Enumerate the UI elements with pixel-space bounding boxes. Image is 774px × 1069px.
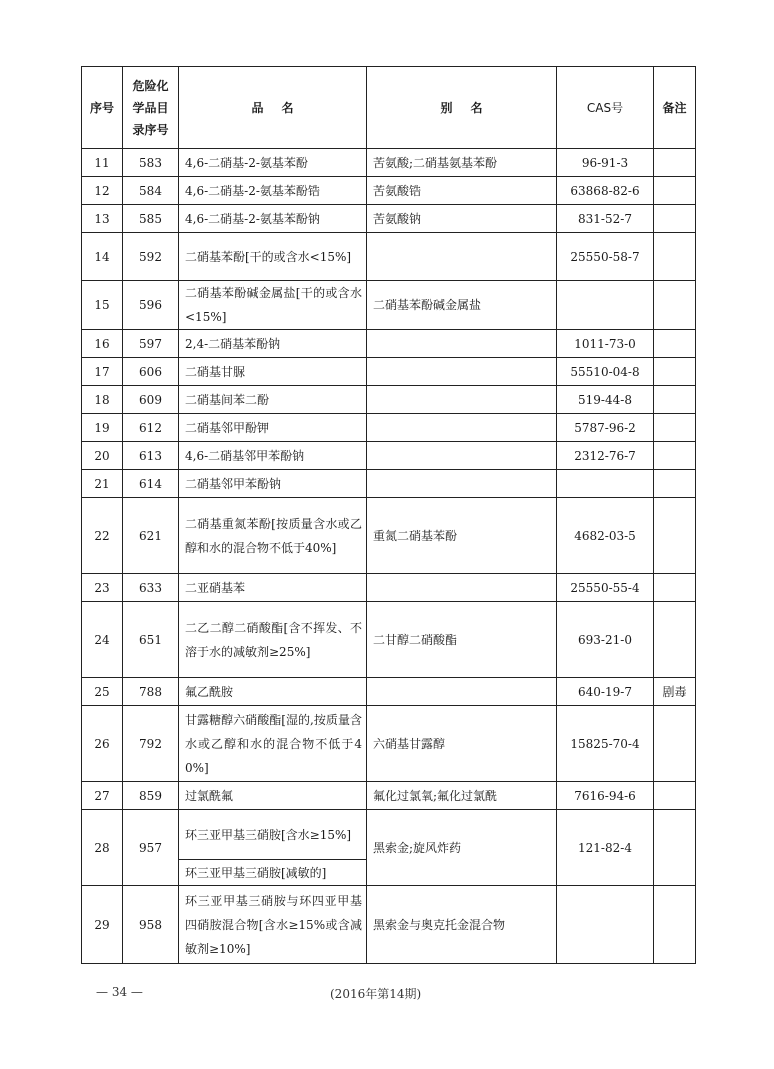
table-row: [82, 678, 696, 706]
remark-cell: [654, 810, 696, 886]
table-row: [82, 782, 696, 810]
remark-cell: [654, 205, 696, 233]
table-row: [82, 330, 696, 358]
cas-cell: 96-91-3: [557, 149, 654, 177]
remark-cell: [654, 706, 696, 782]
remark-cell: [654, 886, 696, 964]
table-row: [82, 810, 696, 860]
table-row: [82, 205, 696, 233]
alias-cell: [367, 233, 557, 281]
cas-cell: [557, 281, 654, 330]
table-header: [82, 67, 696, 149]
cas-cell: 4682-03-5: [557, 498, 654, 574]
cas-cell: 831-52-7: [557, 205, 654, 233]
alias-cell: 氟化过氯氧;氟化过氯酰: [367, 782, 557, 810]
cas-cell: 25550-58-7: [557, 233, 654, 281]
remark-cell: [654, 414, 696, 442]
table-row: [82, 706, 696, 782]
cas-cell: 25550-55-4: [557, 574, 654, 602]
name-cell: 环三亚甲基三硝胺[含水≥15%]: [179, 810, 367, 860]
header-alias: 别名: [367, 67, 557, 149]
seq-cell: 26: [82, 706, 123, 782]
cas-cell: 121-82-4: [557, 810, 654, 886]
catalog-cell: 859: [123, 782, 179, 810]
remark-cell: [654, 149, 696, 177]
alias-cell: 黑索金;旋风炸药: [367, 810, 557, 886]
alias-cell: 苦氨酸钠: [367, 205, 557, 233]
name-cell: 二硝基甘脲: [179, 358, 367, 386]
table-row: [82, 574, 696, 602]
catalog-cell: 584: [123, 177, 179, 205]
seq-cell: 21: [82, 470, 123, 498]
name-cell: 环三亚甲基三硝胺与环四亚甲基四硝胺混合物[含水≥15%或含减敏剂≥10%]: [179, 886, 367, 964]
table-row: [82, 386, 696, 414]
alias-cell: 二甘醇二硝酸酯: [367, 602, 557, 678]
catalog-cell: 612: [123, 414, 179, 442]
table-row: [82, 358, 696, 386]
alias-cell: [367, 414, 557, 442]
table-row: [82, 414, 696, 442]
name-cell: 二硝基苯酚[干的或含水<15%]: [179, 233, 367, 281]
alias-cell: 重氮二硝基苯酚: [367, 498, 557, 574]
catalog-cell: 792: [123, 706, 179, 782]
cas-cell: 2312-76-7: [557, 442, 654, 470]
table-row: [82, 498, 696, 574]
seq-cell: 27: [82, 782, 123, 810]
name-cell: 4,6-二硝基邻甲苯酚钠: [179, 442, 367, 470]
name-cell: 过氯酰氟: [179, 782, 367, 810]
catalog-cell: 788: [123, 678, 179, 706]
alias-cell: [367, 678, 557, 706]
alias-cell: [367, 442, 557, 470]
catalog-cell: 609: [123, 386, 179, 414]
seq-cell: 13: [82, 205, 123, 233]
catalog-cell: 633: [123, 574, 179, 602]
catalog-cell: 583: [123, 149, 179, 177]
alias-cell: 苦氨酸锆: [367, 177, 557, 205]
header-seq: 序号: [82, 67, 123, 149]
seq-cell: 15: [82, 281, 123, 330]
remark-cell: [654, 233, 696, 281]
name-cell: 环三亚甲基三硝胺[减敏的]: [179, 860, 367, 886]
seq-cell: 17: [82, 358, 123, 386]
header-name: 品名: [179, 67, 367, 149]
remark-cell: [654, 177, 696, 205]
seq-cell: 23: [82, 574, 123, 602]
table-row: [82, 442, 696, 470]
cas-cell: 519-44-8: [557, 386, 654, 414]
seq-cell: 14: [82, 233, 123, 281]
cas-cell: 693-21-0: [557, 602, 654, 678]
cas-cell: 1011-73-0: [557, 330, 654, 358]
header-catalog-line: 录序号: [132, 122, 169, 137]
remark-cell: 剧毒: [654, 678, 696, 706]
name-cell: 二硝基重氮苯酚[按质量含水或乙醇和水的混合物不低于40%]: [179, 498, 367, 574]
catalog-cell: 621: [123, 498, 179, 574]
seq-cell: 28: [82, 810, 123, 886]
alias-cell: [367, 470, 557, 498]
seq-cell: 25: [82, 678, 123, 706]
remark-cell: [654, 602, 696, 678]
page-number: — 34 —: [96, 985, 143, 999]
table-row: [82, 602, 696, 678]
catalog-cell: 957: [123, 810, 179, 886]
name-cell: 二硝基苯酚碱金属盐[干的或含水<15%]: [179, 281, 367, 330]
name-cell: 二硝基间苯二酚: [179, 386, 367, 414]
cas-cell: 5787-96-2: [557, 414, 654, 442]
catalog-cell: 958: [123, 886, 179, 964]
remark-cell: [654, 358, 696, 386]
catalog-cell: 651: [123, 602, 179, 678]
seq-cell: 20: [82, 442, 123, 470]
table-body: [82, 149, 696, 964]
header-catalog-line: 危险化: [132, 78, 169, 93]
cas-cell: 7616-94-6: [557, 782, 654, 810]
table-row: [82, 281, 696, 330]
catalog-cell: 592: [123, 233, 179, 281]
seq-cell: 19: [82, 414, 123, 442]
remark-cell: [654, 442, 696, 470]
name-cell: 氟乙酰胺: [179, 678, 367, 706]
alias-cell: [367, 358, 557, 386]
remark-cell: [654, 281, 696, 330]
cas-cell: [557, 470, 654, 498]
seq-cell: 22: [82, 498, 123, 574]
alias-cell: 黑索金与奥克托金混合物: [367, 886, 557, 964]
chemical-table: [81, 66, 696, 964]
remark-cell: [654, 386, 696, 414]
remark-cell: [654, 574, 696, 602]
cas-cell: 640-19-7: [557, 678, 654, 706]
seq-cell: 12: [82, 177, 123, 205]
name-cell: 4,6-二硝基-2-氨基苯酚: [179, 149, 367, 177]
alias-cell: [367, 386, 557, 414]
name-cell: 甘露糖醇六硝酸酯[湿的,按质量含水或乙醇和水的混合物不低于40%]: [179, 706, 367, 782]
header-catalog: [123, 67, 179, 149]
table-row: [82, 233, 696, 281]
header-remark: 备注: [654, 67, 696, 149]
alias-cell: [367, 574, 557, 602]
alias-cell: 六硝基甘露醇: [367, 706, 557, 782]
name-cell: 2,4-二硝基苯酚钠: [179, 330, 367, 358]
name-cell: 二硝基邻甲苯酚钠: [179, 470, 367, 498]
remark-cell: [654, 330, 696, 358]
name-cell: 4,6-二硝基-2-氨基苯酚钠: [179, 205, 367, 233]
seq-cell: 16: [82, 330, 123, 358]
cas-cell: [557, 886, 654, 964]
seq-cell: 11: [82, 149, 123, 177]
remark-cell: [654, 470, 696, 498]
alias-cell: [367, 330, 557, 358]
issue-label: (2016年第14期): [330, 987, 422, 1001]
header-catalog-line: 学品目: [132, 100, 169, 115]
catalog-cell: 614: [123, 470, 179, 498]
catalog-cell: 613: [123, 442, 179, 470]
table-row: [82, 470, 696, 498]
seq-cell: 18: [82, 386, 123, 414]
catalog-cell: 606: [123, 358, 179, 386]
catalog-cell: 596: [123, 281, 179, 330]
table-row: [82, 149, 696, 177]
table-row: [82, 886, 696, 964]
seq-cell: 24: [82, 602, 123, 678]
cas-cell: 63868-82-6: [557, 177, 654, 205]
catalog-cell: 585: [123, 205, 179, 233]
alias-cell: 苦氨酸;二硝基氨基苯酚: [367, 149, 557, 177]
name-cell: 二乙二醇二硝酸酯[含不挥发、不溶于水的减敏剂≥25%]: [179, 602, 367, 678]
name-cell: 二亚硝基苯: [179, 574, 367, 602]
alias-cell: 二硝基苯酚碱金属盐: [367, 281, 557, 330]
cas-cell: 15825-70-4: [557, 706, 654, 782]
seq-cell: 29: [82, 886, 123, 964]
remark-cell: [654, 782, 696, 810]
header-cas: CAS号: [557, 67, 654, 149]
remark-cell: [654, 498, 696, 574]
name-cell: 4,6-二硝基-2-氨基苯酚锆: [179, 177, 367, 205]
cas-cell: 55510-04-8: [557, 358, 654, 386]
name-cell: 二硝基邻甲酚钾: [179, 414, 367, 442]
table-row: [82, 177, 696, 205]
catalog-cell: 597: [123, 330, 179, 358]
